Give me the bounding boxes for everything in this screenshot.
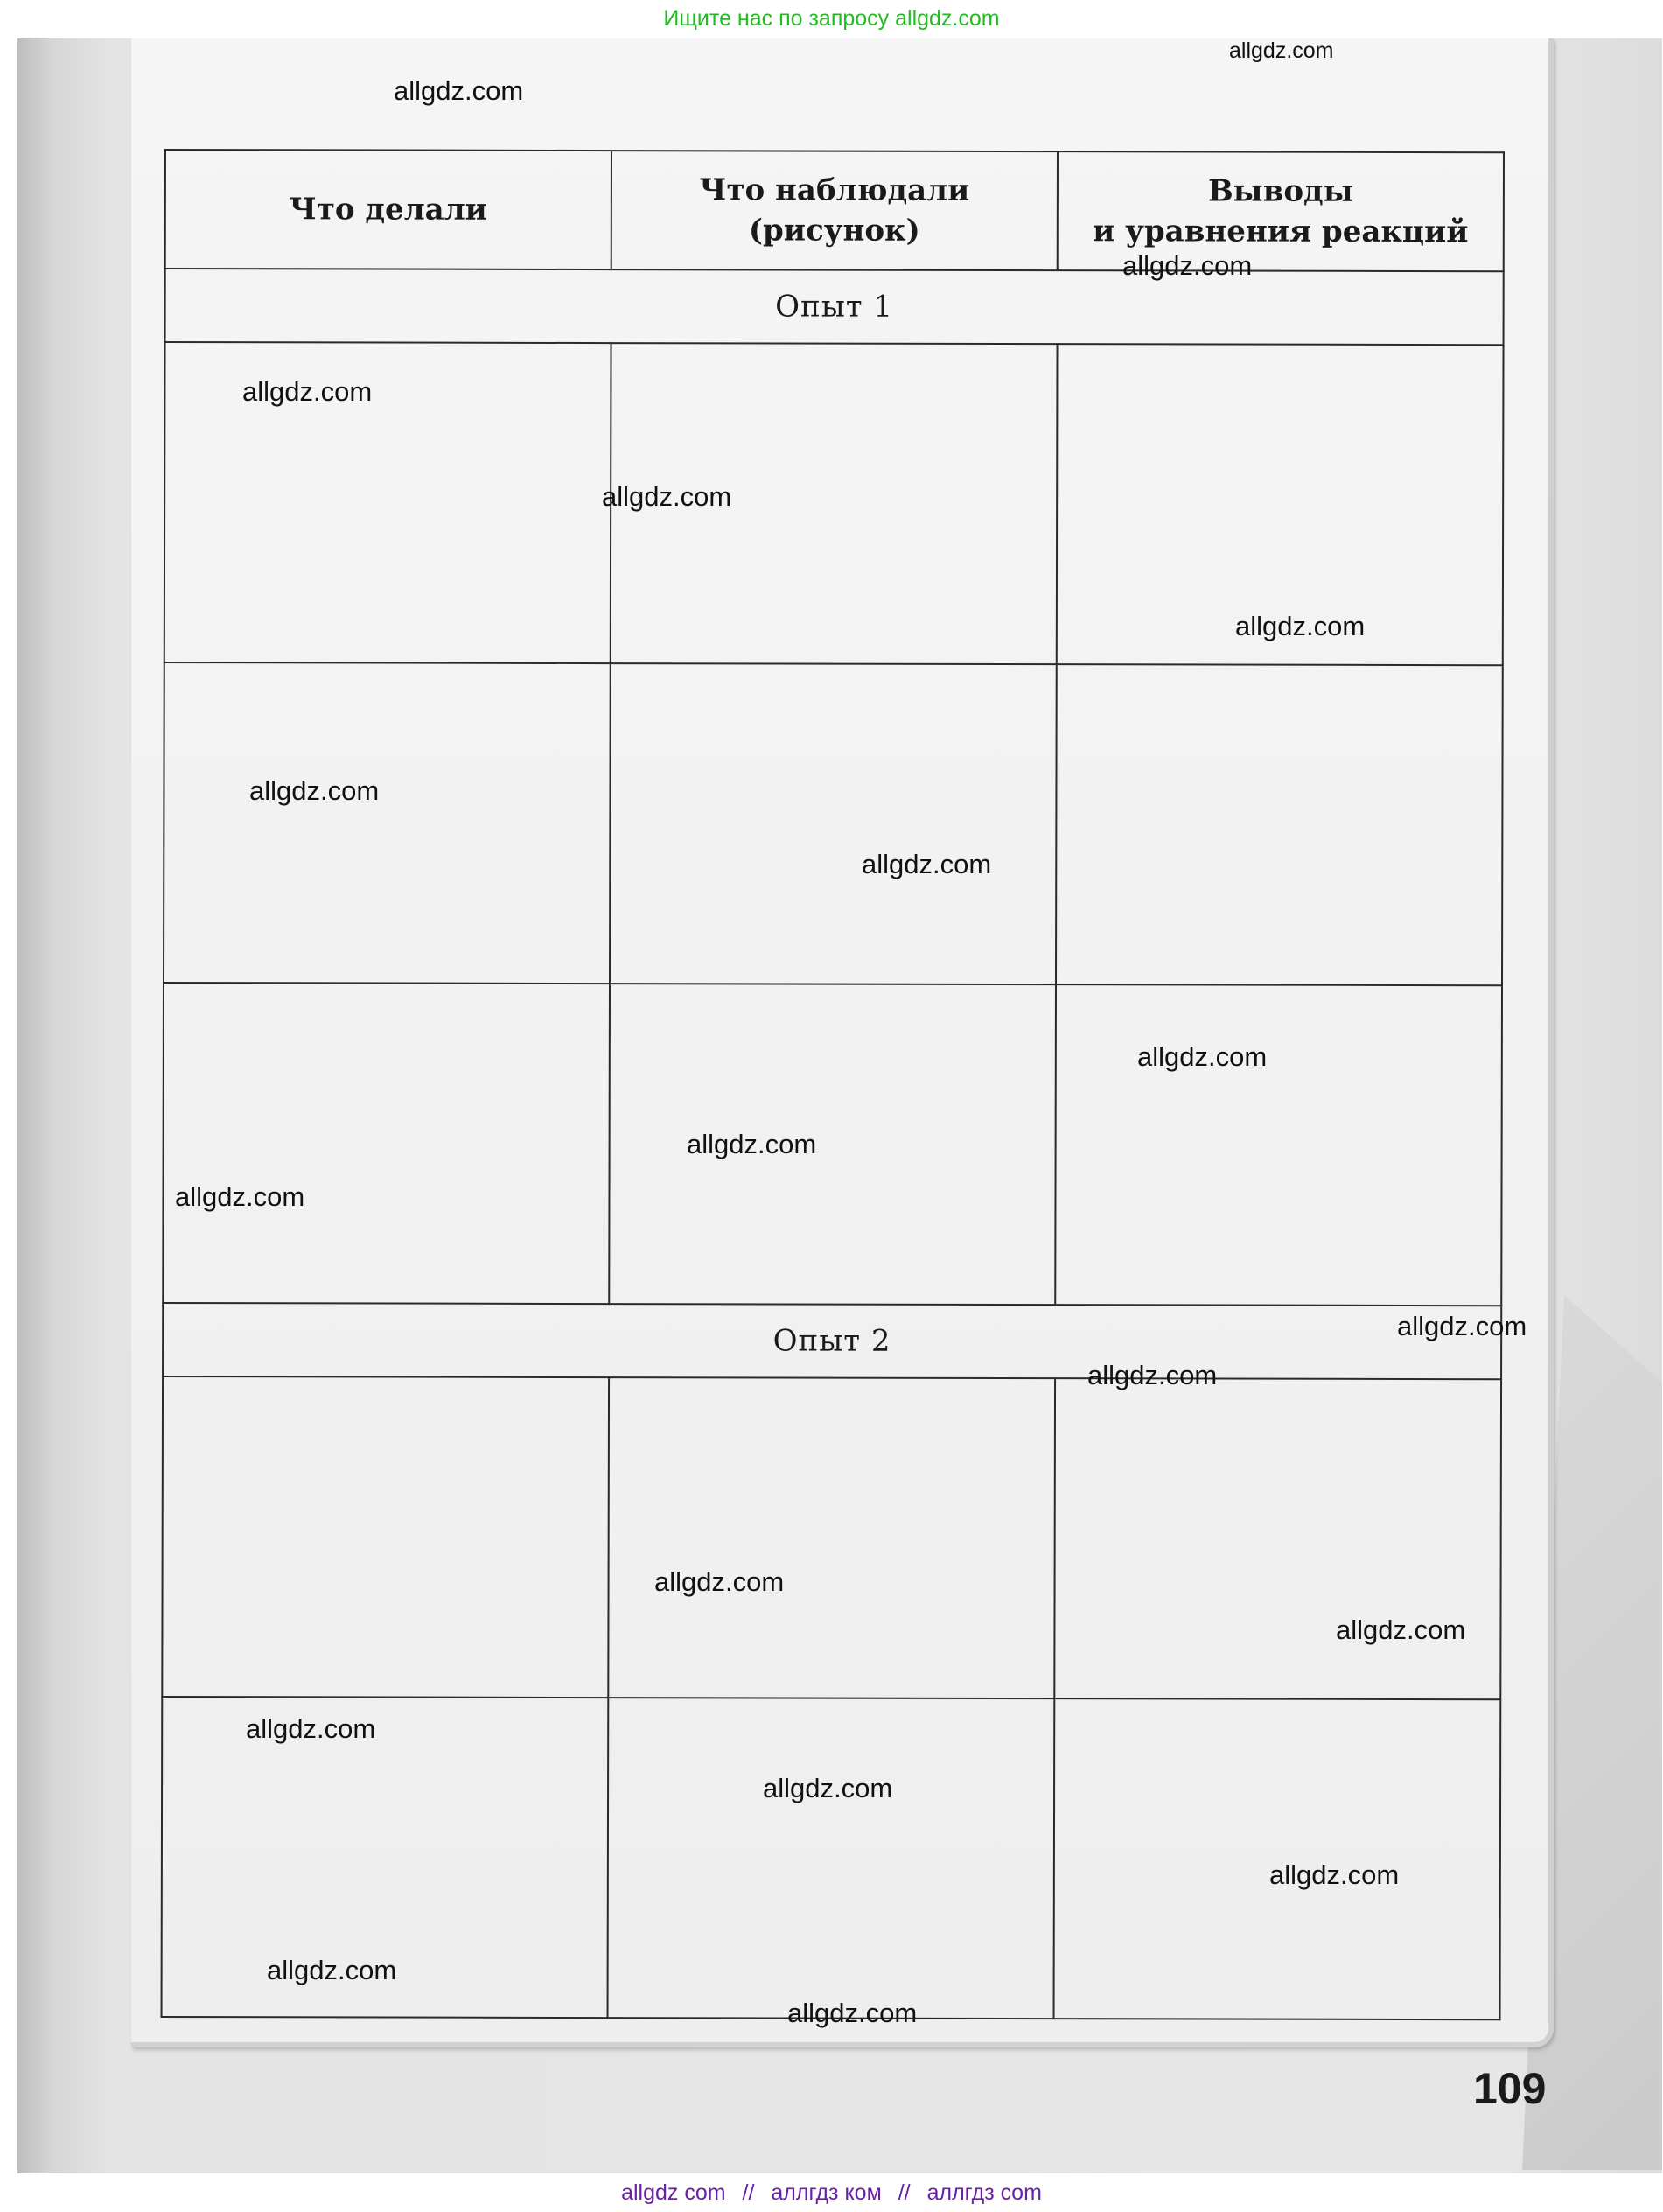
section-title: Опыт 1 [165, 269, 1504, 345]
bottom-banner [0, 2175, 1663, 2212]
footer-link[interactable]: аллгдз com [926, 2180, 1042, 2205]
watermark: allgdz.com [267, 1955, 397, 1985]
watermark: allgdz.com [175, 1181, 305, 1212]
table-row [162, 1376, 1501, 1699]
top-banner[interactable]: Ищите нас по запросу allgdz.com [0, 0, 1663, 38]
table-cell[interactable] [609, 984, 1056, 1305]
table-cell[interactable] [608, 1377, 1055, 1698]
header-what-did: Что делали [165, 150, 611, 270]
watermark: allgdz.com [1397, 1311, 1527, 1341]
table-cell[interactable] [164, 662, 611, 984]
table-cell[interactable] [163, 983, 610, 1304]
section-row-experiment-2 [163, 1303, 1501, 1379]
table-row [164, 662, 1503, 985]
watermark: allgdz.com [394, 75, 524, 106]
watermark: allgdz.com [1137, 1041, 1268, 1072]
watermark: allgdz.com [687, 1129, 817, 1159]
watermark: allgdz.com [1269, 1859, 1400, 1890]
footer-link[interactable]: allgdz com [621, 2180, 726, 2205]
watermark: allgdz.com [1087, 1360, 1218, 1390]
watermark: allgdz.com [246, 1713, 376, 1744]
table-cell[interactable] [608, 1698, 1055, 2019]
watermark: allgdz.com [862, 849, 992, 879]
header-conclusions: Выводы и уравнения реакций [1058, 151, 1504, 271]
table-cell[interactable] [1055, 984, 1502, 1306]
table-cell[interactable] [1054, 1378, 1501, 1699]
footer-separator: // [742, 2180, 755, 2205]
footer-link[interactable]: аллгдз ком [771, 2180, 882, 2205]
table-cell[interactable] [162, 1376, 609, 1698]
header-what-observed: Что наблюдали (рисунок) [611, 150, 1058, 270]
section-row-experiment-1 [165, 269, 1504, 345]
table-cell[interactable] [164, 342, 611, 663]
watermark: allgdz.com [1229, 38, 1334, 63]
page-number: 109 [1473, 2064, 1547, 2113]
table-cell[interactable] [610, 663, 1057, 984]
watermark: allgdz.com [1235, 611, 1366, 641]
watermark: allgdz.com [654, 1566, 785, 1597]
table-header-row [165, 150, 1504, 271]
section-title: Опыт 2 [163, 1303, 1501, 1379]
watermark: allgdz.com [763, 1773, 893, 1803]
table-cell[interactable] [1056, 664, 1503, 985]
watermark: allgdz.com [1122, 250, 1253, 281]
watermark: allgdz.com [1336, 1614, 1466, 1645]
watermark: allgdz.com [787, 1998, 918, 2028]
watermark: allgdz.com [249, 775, 380, 806]
table-row [163, 983, 1502, 1306]
watermark: allgdz.com [602, 481, 732, 512]
watermark: allgdz.com [242, 376, 373, 407]
footer-separator: // [898, 2180, 911, 2205]
